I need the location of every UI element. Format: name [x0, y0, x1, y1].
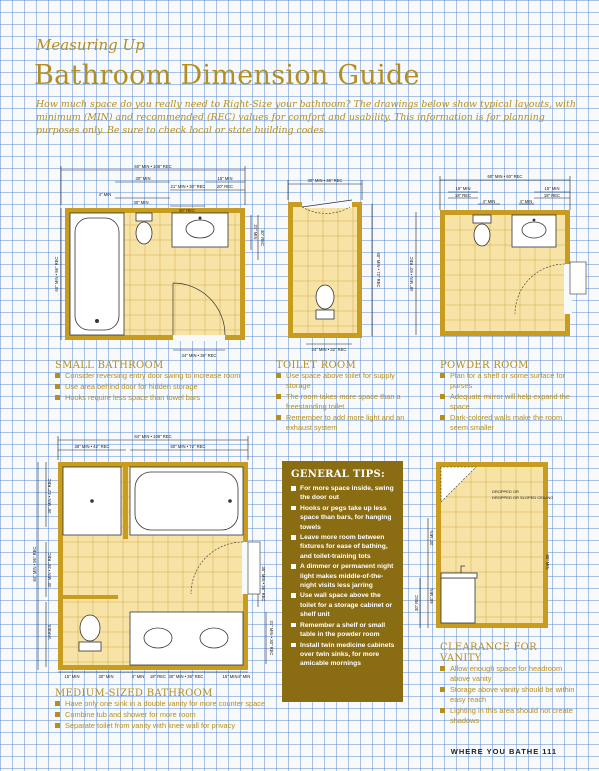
- list-item: Leave more room between fixtures for ease of bathing, and toilet-training tots: [291, 533, 395, 561]
- vanity-clearance-title: CLEARANCE FOR VANITY: [440, 642, 538, 664]
- vanity-dim-left-b: 60" MIN: [429, 588, 434, 604]
- powder-dim-top: 60" MIN • 60" REC: [487, 174, 523, 179]
- powder-dim-top-d: 15" MIN: [544, 186, 560, 191]
- list-item: The room takes more space than a freestanding toilet: [276, 392, 418, 412]
- vanity-dim-right: 80" MIN: [545, 554, 550, 570]
- page-footer: WHERE YOU BATHE 111: [450, 747, 557, 756]
- powder-dim-left: 48" MIN • 60" REC: [409, 256, 414, 292]
- small-dim-top-a: 30" MIN: [135, 176, 151, 181]
- toilet-dim-top: 30" MIN • 36" REC: [307, 178, 343, 183]
- list-item: For more space inside, swing the door out: [291, 484, 395, 503]
- medium-dim-bottom-g: 18" REC: [149, 674, 167, 679]
- vanity-note: DROPPED OR SLOPED CEILING: [492, 495, 554, 500]
- general-tips-list: [291, 484, 395, 669]
- small-dim-right-b: 30" REC: [260, 229, 265, 247]
- list-item: A dimmer or permanent night light makes middle-of-the-night visits less jarring: [291, 562, 395, 590]
- vanity-dim-left-a: 30" MIN: [429, 530, 434, 546]
- medium-dim-bottom-b: 30" MIN: [98, 674, 114, 679]
- kicker: Measuring Up: [36, 36, 145, 54]
- list-item: Use area behind door for hidden storage: [55, 382, 270, 392]
- list-item: Separate toilet from vanity with knee wall for privacy: [55, 721, 280, 731]
- medium-dim-bottom-a: 15" MIN: [64, 674, 80, 679]
- vanity-clearance-caption: [440, 642, 578, 727]
- list-item: Storage above vanity should be within easy reach: [440, 685, 578, 705]
- medium-bathroom-title: MEDIUM-SIZED BATHROOM: [55, 688, 213, 699]
- vanity-dim-left-c: 30" REC: [414, 594, 419, 612]
- toilet-room-caption: [276, 360, 418, 434]
- toilet-dim-right: 60" MIN • 72" REC: [376, 252, 381, 288]
- powder-room-caption: [440, 360, 575, 434]
- medium-bathroom-caption: [55, 688, 280, 732]
- medium-dim-top-b: 60" MIN • 72" REC: [170, 444, 206, 449]
- toilet-dim-bottom: 24" MIN • 32" REC: [311, 347, 347, 352]
- small-dim-top-c: 15" MIN: [217, 176, 233, 181]
- small-dim-top-g: 30" REC: [178, 208, 196, 213]
- medium-bathroom-plan: [30, 432, 280, 680]
- list-item: Plan for a shelf or some surface for purses: [440, 371, 575, 391]
- general-tips-box: [282, 461, 403, 702]
- small-dim-top-b: 21" MIN • 30" REC: [170, 184, 206, 189]
- list-item: Remember a shelf or small table in the powder room: [291, 621, 395, 640]
- vanity-note-line1: DROPPED OR: [492, 489, 519, 494]
- powder-room-bullets: [440, 371, 575, 433]
- list-item: Hooks or pegs take up less space than bars, for hanging towels: [291, 504, 395, 532]
- medium-dim-left-d: VARIES: [47, 624, 52, 640]
- list-item: Hooks require less space than towel bars: [55, 393, 270, 403]
- powder-dim-top-c: 4" MIN: [482, 199, 496, 204]
- list-item: Use space above toilet for supply storage: [276, 371, 418, 391]
- small-dim-top-d: 20" REC: [216, 184, 234, 189]
- medium-dim-left-c: 30" MIN • 36" REC: [47, 552, 52, 588]
- vanity-clearance-elevation: [412, 458, 562, 638]
- small-bathroom-title: SMALL BATHROOM: [55, 360, 164, 371]
- powder-dim-top-a: 15" MIN: [455, 186, 471, 191]
- list-item: Install twin medicine cabinets over twin sinks, for more amicable mornings: [291, 641, 395, 669]
- list-item: Remember to add more light and an exhaust system: [276, 413, 418, 433]
- small-bathroom-bullets: [55, 371, 270, 403]
- vanity-clearance-bullets: [440, 664, 578, 726]
- small-bathroom-plan: [55, 160, 270, 360]
- page-title: Bathroom Dimension Guide: [34, 60, 420, 91]
- powder-dim-top-b: 18" REC: [454, 193, 472, 198]
- small-dim-top-f: 30" MIN: [133, 200, 149, 205]
- medium-dim-left-a: 36" MIN • 42" REC: [47, 478, 52, 514]
- powder-dim-top-e: 18" REC: [543, 193, 561, 198]
- list-item: Consider reversing entry door swing to increase room: [55, 371, 270, 381]
- small-dim-left: 60" MIN • 96" REC: [54, 256, 59, 292]
- list-item: Dark-colored walls make the room seem smaller: [440, 413, 575, 433]
- small-dim-bottom: 34" MIN • 36" REC: [181, 353, 217, 358]
- toilet-room-bullets: [276, 371, 418, 433]
- medium-dim-bottom-e: 4" MIN: [131, 674, 145, 679]
- small-dim-top-overall: 60" MIN • 108" REC: [134, 164, 172, 169]
- list-item: Adequate mirror will help expand the space: [440, 392, 575, 412]
- medium-dim-right-a: 30" MIN • 36" REC: [261, 566, 266, 602]
- toilet-room-title: TOILET ROOM: [276, 360, 357, 371]
- general-tips-title: GENERAL TIPS:: [291, 469, 385, 480]
- toilet-room-plan: [276, 176, 386, 356]
- list-item: Have only one sink in a double vanity for more counter space: [55, 699, 280, 709]
- medium-dim-bottom-d: 15" MIN: [222, 674, 238, 679]
- list-item: Combine tub and shower for more room: [55, 710, 280, 720]
- small-bathroom-caption: [55, 360, 270, 404]
- medium-dim-top-overall: 84" MIN • 108" REC: [134, 434, 172, 439]
- medium-dim-top-a: 36" MIN • 42" REC: [74, 444, 110, 449]
- medium-bathroom-bullets: [55, 699, 280, 731]
- powder-dim-top-f: 4" MIN: [519, 199, 533, 204]
- medium-dim-left-b: 84" MIN • 96" REC: [32, 546, 37, 582]
- medium-dim-bottom-c: 30" MIN • 36" REC: [168, 674, 204, 679]
- medium-dim-bottom-f: 4" MIN: [237, 674, 251, 679]
- small-dim-top-e: 4" MIN: [98, 192, 112, 197]
- powder-room-plan: [404, 170, 594, 350]
- list-item: Allow enough space for headroom above vanity: [440, 664, 578, 684]
- list-item: Lighting in this area should not create shadows: [440, 706, 578, 726]
- small-dim-right-a: 21" MIN: [253, 224, 258, 240]
- list-item: Use wall space above the toilet for a storage cabinet or shelf unit: [291, 591, 395, 619]
- medium-dim-right-b: 21" MIN • 30" REC: [269, 620, 274, 656]
- powder-room-title: POWDER ROOM: [440, 360, 529, 371]
- intro-paragraph: How much space do you really need to Right-Size your bathroom? The drawings below show typical layouts, with minimum (MIN) and recommended (REC) values for comfort and usability. This information is for planning purposes only. Be sure to check local or state building codes.: [36, 99, 576, 136]
